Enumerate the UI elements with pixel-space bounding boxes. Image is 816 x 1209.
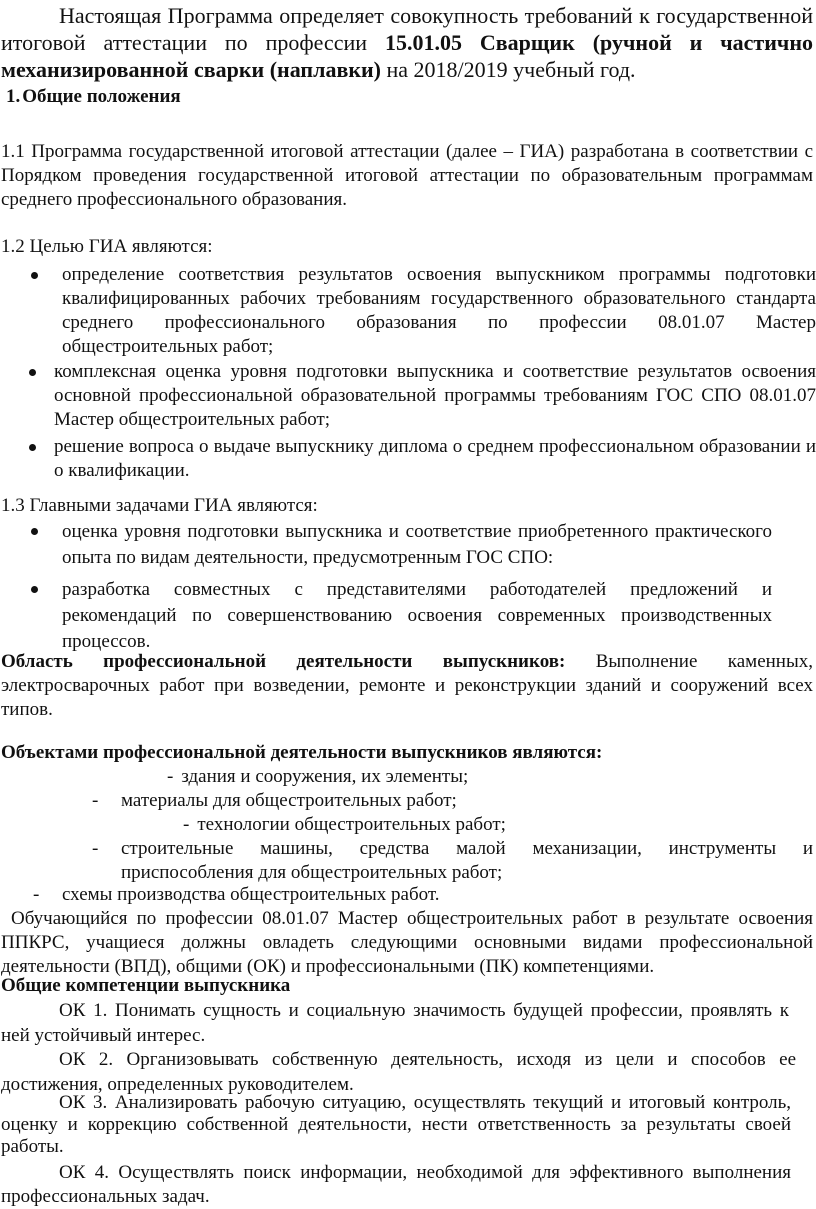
competence-item: ОК 1. Понимать сущность и социальную значимость будущей профессии, проявлять к ней устойчивый интерес.: [1, 1000, 789, 1046]
object-item: материалы для общестроительных работ;: [121, 790, 457, 811]
area-paragraph: [1, 650, 813, 722]
object-item: схемы производства общестроительных работ.: [62, 884, 440, 905]
dash-marker: -: [92, 790, 99, 811]
intro-text: Настоящая Программа определяет совокупность требований к государственной итоговой аттестации по профессии: [1, 3, 813, 55]
task-text: разработка совместных с представителями работодателей предложений и рекомендаций по совершенствованию освоения современных производственных процессов.: [62, 579, 772, 652]
object-text: здания и сооружения, их элементы;: [181, 766, 469, 787]
general-competences-title: [1, 974, 813, 998]
dash-marker: -: [183, 814, 190, 835]
task-item: [0, 519, 772, 571]
object-item: [183, 813, 506, 837]
object-item: [167, 765, 468, 789]
area-text: Выполнение каменных, электросварочных работ при возведении, ремонте и реконструкции зданий и сооружений всех типов.: [1, 651, 813, 720]
area-label: Область профессиональной деятельности выпускников:: [1, 651, 566, 672]
paragraph-1-1: 1.1 Программа государственной итоговой аттестации (далее – ГИА) разработана в соответствии с Порядком проведения государственной итоговой аттестации по образовательным программам среднего профессионального образования.: [1, 141, 813, 210]
object-item: строительные машины, средства малой механизации, инструменты и приспособления для общестроительных работ;: [121, 838, 813, 883]
dash-marker: -: [167, 766, 174, 787]
goal-item: [0, 263, 816, 359]
bullet-icon: [31, 272, 38, 279]
dash-marker: -: [92, 838, 99, 859]
competence-item: ОК 2. Организовывать собственную деятельность, исходя из цели и способов ее достижения, определенных руководителем.: [1, 1049, 796, 1095]
goal-text: комплексная оценка уровня подготовки выпускника и соответствие результатов освоения основной профессиональной образовательной программы требованиям ГОС СПО 08.01.07 Мастер общестроительных работ;: [54, 361, 816, 430]
competences-title-text: Общие компетенции выпускника: [1, 975, 291, 996]
dash-marker: -: [33, 884, 40, 905]
bullet-icon: [31, 586, 38, 593]
task-item: [0, 577, 772, 655]
bullet-icon: [31, 528, 38, 535]
paragraph-1-3-title: 1.3 Главными задачами ГИА являются:: [1, 495, 318, 516]
competence-intro: Обучающийся по профессии 08.01.07 Мастер общестроительных работ в результате освоения ППКРС, учащиеся должны овладеть следующими основными видами профессиональной деятельности (ВПД), общими (ОК) и профессиональными (ПК) компетенциями.: [1, 908, 813, 977]
goal-text: определение соответствия результатов освоения выпускником программы подготовки квалифицированных рабочих требованиям государственного образовательного стандарта среднего профессионального образования по профессии 08.01.07 Мастер общестроительных работ;: [62, 264, 816, 357]
goals-list: [0, 263, 816, 483]
intro-year-text: на 2018/2019 учебный год.: [381, 57, 636, 82]
intro-paragraph: [1, 2, 813, 83]
goal-item: [0, 360, 816, 432]
goal-text: решение вопроса о выдаче выпускнику диплома о среднем профессиональном образовании и о квалификации.: [54, 436, 816, 481]
task-text: оценка уровня подготовки выпускника и соответствие приобретенного практического опыта по видам деятельности, предусмотренным ГОС СПО:: [62, 521, 772, 568]
competence-item: ОК 3. Анализировать рабочую ситуацию, осуществлять текущий и итоговый контроль, оценку и коррекцию собственной деятельности, нести ответственность за результаты своей работы.: [1, 1092, 791, 1157]
section-1-heading: [6, 85, 181, 109]
tasks-list: [0, 519, 772, 655]
objects-label: Объектами профессиональной деятельности выпускников являются:: [1, 742, 603, 763]
section-number: 1.: [6, 86, 21, 107]
goal-item: [0, 435, 816, 483]
bullet-icon: [29, 369, 36, 376]
profession-name: 15.01.05 Сварщик (ручной и частично механизированной сварки (наплавки): [1, 30, 813, 82]
competence-item: ОК 4. Осуществлять поиск информации, необходимой для эффективного выполнения профессиональных задач.: [1, 1162, 791, 1207]
bullet-icon: [29, 444, 36, 451]
objects-heading: [1, 741, 813, 765]
object-text: технологии общестроительных работ;: [197, 814, 506, 835]
section-title: Общие положения: [22, 86, 181, 107]
paragraph-1-2-title: 1.2 Целью ГИА являются:: [1, 236, 213, 257]
